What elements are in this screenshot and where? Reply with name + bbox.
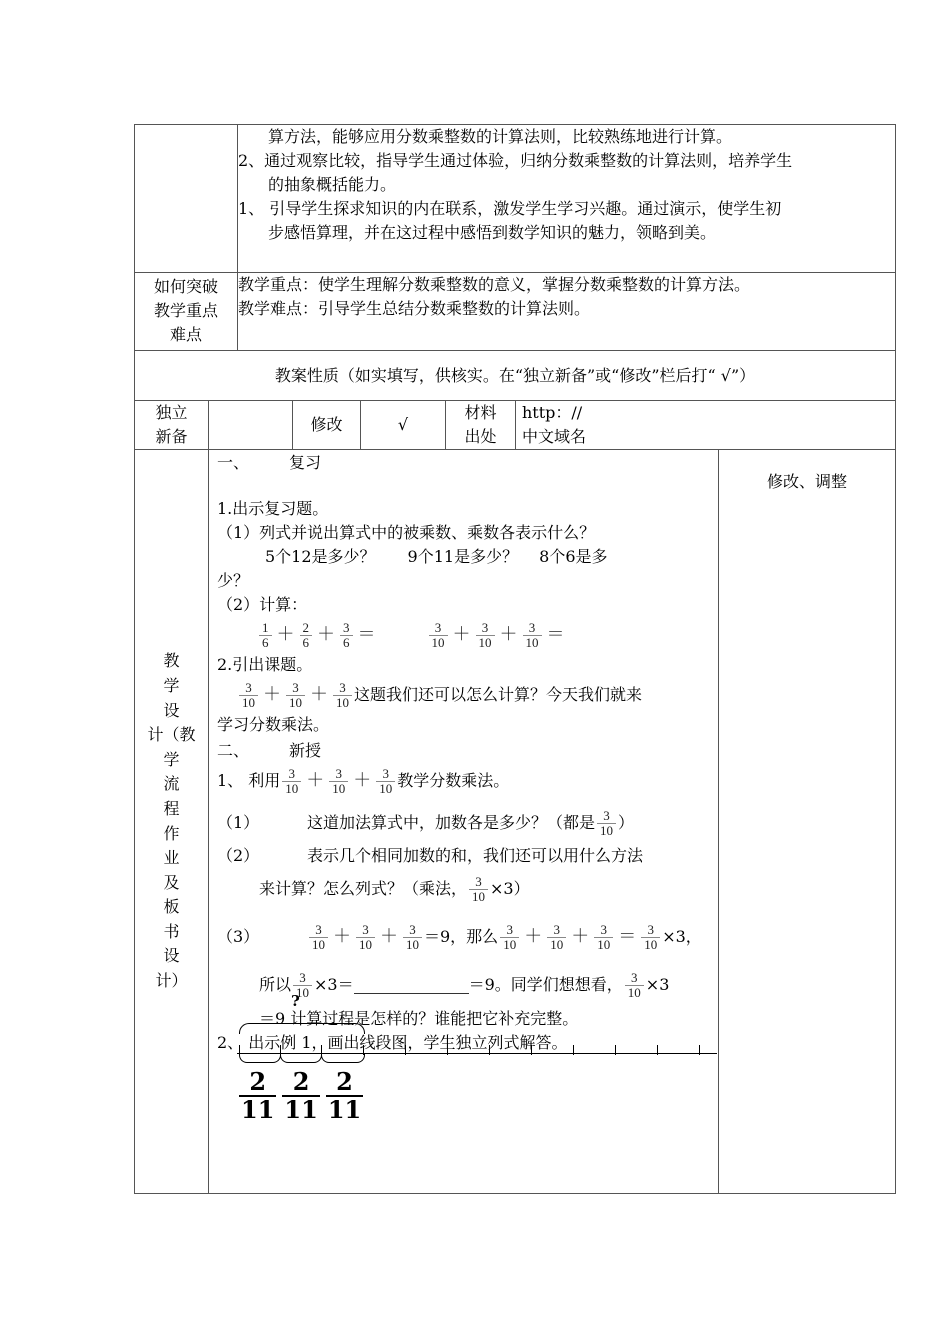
adjust-label: 修改、调整 [766, 472, 847, 491]
math-operator: ＋ [524, 926, 543, 947]
fraction: $\frac{3}{10}$ [476, 621, 495, 650]
brace-top-icon [239, 1023, 365, 1034]
fraction: $\frac{3}{10}$ [356, 923, 375, 952]
n1-row [217, 805, 712, 841]
math-operator: ＋ [276, 624, 295, 645]
design-content [209, 450, 719, 1194]
new-1-prefix: 1、 利用 [217, 771, 281, 790]
side-label-char: 板 [163, 897, 180, 917]
n3-text: ×3 [645, 975, 670, 994]
n2-row [217, 841, 712, 871]
tick-mark [699, 1045, 700, 1055]
key-points-label [135, 273, 238, 351]
design-side-label [135, 450, 209, 1194]
objective-text: 的抽象概括能力。 [268, 175, 397, 194]
label-text: 新备 [155, 427, 188, 446]
intro-tail: 学习分数乘法。 [217, 715, 330, 734]
step-1: 1.出示复习题。 [217, 499, 329, 518]
n2-text: 表示几个相同加数的和，我们还可以用什么方法 [307, 846, 644, 865]
heading-text: 复习 [289, 453, 322, 472]
segment-fraction: $\frac{2}{11}$ [241, 1067, 275, 1124]
n3-line2 [217, 967, 712, 1010]
fraction: $\frac{3}{10}$ [403, 923, 422, 952]
fraction: $\frac{3}{10}$ [329, 767, 348, 796]
math-operator: ＋ [380, 926, 398, 947]
tick-mark [321, 1045, 322, 1055]
fraction: $\frac{3}{10}$ [282, 767, 301, 796]
intro-text: 这题我们还可以怎么计算？今天我们就来 [354, 685, 643, 704]
side-label-char: 业 [163, 848, 180, 868]
tick-mark [239, 1045, 240, 1055]
tick-mark [531, 1045, 532, 1055]
source-label [446, 401, 516, 450]
segment-fraction: $\frac{2}{11}$ [284, 1067, 318, 1124]
tick-mark [615, 1045, 616, 1055]
tick-mark [489, 1045, 490, 1055]
n2-label: （2） [217, 846, 260, 865]
objective-text: 2、通过观察比较，指导学生通过体验，归纳分数乘整数的计算法则，培养学生 [238, 151, 793, 170]
fraction: $\frac{3}{10}$ [547, 923, 566, 952]
side-label-char: 计（教 [147, 725, 196, 745]
fraction: $\frac{3}{10}$ [469, 875, 488, 904]
teaching-focus: 教学重点：使学生理解分数乘整数的意义，掌握分数乘整数的计算方法。 [238, 275, 751, 294]
adjust-column [719, 450, 896, 1194]
side-label-char: 设 [163, 700, 180, 720]
fraction: $\frac{3}{10}$ [500, 923, 519, 952]
fraction: $\frac{3}{10}$ [429, 621, 448, 650]
n1-close: ） [618, 813, 635, 832]
review-heading [217, 451, 712, 475]
fraction: $\frac{3}{10}$ [286, 681, 305, 710]
n1-text: 这道加法算式中，加数各是多少？（都是 [307, 813, 596, 832]
fraction: $\frac{3}{6}$ [340, 621, 353, 650]
objectives-cell [238, 125, 896, 273]
step-2: 2.引出课题。 [217, 655, 313, 674]
n3-line3: ＝9 计算过程是怎样的？谁能把它补充完整。 [259, 1009, 579, 1028]
label-text: 如何突破 [153, 277, 218, 296]
fraction: $\frac{3}{10}$ [523, 621, 542, 650]
objective-text: 算方法，能够应用分数乘整数的计算法则，比较熟练地进行计算。 [268, 127, 733, 146]
answer-blank[interactable] [354, 977, 469, 994]
fraction: $\frac{1}{6}$ [259, 621, 272, 650]
independent-label [135, 401, 209, 450]
label-text: 独立 [155, 403, 188, 422]
math-operator: ＋ [499, 624, 518, 645]
label-text: 材料 [464, 403, 497, 422]
math-operator: ＋ [317, 624, 335, 645]
fraction: $\frac{2}{6}$ [300, 621, 313, 650]
brace-bottom-icon [239, 1054, 281, 1063]
n1-fraction [595, 809, 618, 838]
tick-mark [447, 1045, 448, 1055]
tick-mark [573, 1045, 574, 1055]
objective-text: 1、 引导学生探求知识的内在联系，激发学生学习兴趣。通过演示，使学生初 [238, 199, 782, 218]
calc-expression-a [257, 621, 379, 650]
math-operator: ＋ [306, 770, 325, 791]
n2-fraction [467, 875, 490, 904]
math-operator: ＝ [618, 926, 637, 947]
heading-text: 新授 [289, 741, 322, 760]
example-row [217, 1031, 712, 1055]
brace-bottom-icon [321, 1054, 365, 1063]
design-side-label-text [135, 649, 208, 993]
math-operator: ＋ [571, 926, 590, 947]
heading-number: 二、 [217, 741, 250, 760]
n3-so: 所以 [259, 975, 292, 994]
tick-mark [657, 1045, 658, 1055]
side-label-char: 作 [163, 823, 180, 843]
n3-expression-1 [307, 923, 424, 952]
calc-row [217, 617, 712, 653]
intro-expression [237, 681, 354, 710]
design-row [135, 450, 896, 1194]
side-label-char: 设 [163, 946, 180, 966]
n3-text: ＝9。同学们想想看， [468, 975, 623, 994]
fraction: $\frac{3}{10}$ [239, 681, 258, 710]
tick-mark [405, 1045, 406, 1055]
fraction: $\frac{3}{10}$ [594, 923, 613, 952]
side-label-char: 学 [163, 749, 180, 769]
fraction: $\frac{3}{10}$ [376, 767, 395, 796]
n3-text: ×3＝ [314, 975, 354, 994]
side-label-char: 教 [163, 651, 180, 671]
segment-fraction: $\frac{2}{11}$ [327, 1067, 362, 1124]
new-1-suffix: 教学分数乘法。 [397, 771, 510, 790]
math-operator: ＋ [333, 926, 351, 947]
plan-nature-text: 教案性质（如实填写，供核实。在“独立新备”或“修改”栏后打“ √”） [135, 351, 896, 401]
math-operator: ＋ [263, 684, 281, 705]
n3-label: （3） [217, 927, 260, 946]
tick-mark [363, 1045, 364, 1055]
example-text: 2、 出示例 1，画出线段图，学生独立列式解答。 [217, 1033, 568, 1052]
n2-line2 [217, 871, 712, 907]
math-operator: ＋ [452, 624, 471, 645]
n3-row [217, 919, 712, 955]
side-label-char: 学 [163, 675, 180, 695]
new-1-row [217, 763, 712, 799]
n2-close: ×3） [490, 879, 530, 898]
key-points-row [135, 273, 896, 351]
question-2: （2）计算： [217, 595, 308, 614]
plan-nature-row [135, 351, 896, 401]
fraction: $\frac{3}{10}$ [333, 681, 352, 710]
objective-text: 步感悟算理，并在这过程中感悟到数学知识的魅力，领略到美。 [268, 223, 717, 242]
n3-text: ×3， [662, 927, 702, 946]
math-operator: ＋ [310, 684, 328, 705]
new-1-expression [280, 767, 397, 796]
tick-mark [280, 1045, 281, 1055]
n1-label: （1） [217, 813, 260, 832]
n3-fraction [623, 971, 646, 1000]
n3-text: ＝9，那么 [424, 927, 499, 946]
modify-label: 修改 [293, 401, 361, 450]
label-text: 出处 [464, 427, 497, 446]
label-text: 难点 [169, 325, 202, 344]
new-heading [217, 739, 712, 763]
n3-expression-2 [498, 923, 662, 952]
teaching-difficulty: 教学难点：引导学生总结分数乘整数的计算法则。 [238, 299, 591, 318]
calc-expression-b [427, 621, 568, 650]
intro-row [217, 677, 712, 713]
side-label-char: 流 [163, 774, 180, 794]
math-operator: ＋ [353, 770, 372, 791]
brace-bottom-icon [280, 1054, 322, 1063]
n2-line2-text: 来计算？怎么列式？（乘法， [259, 879, 468, 898]
fraction: $\frac{3}{10}$ [641, 923, 660, 952]
math-operator: ＝ [546, 624, 565, 645]
side-label-char: 计） [155, 971, 188, 991]
modify-check-cell[interactable]: √ [361, 401, 446, 450]
lesson-plan-table [134, 124, 896, 1194]
side-label-char: 及 [163, 872, 180, 892]
objectives-row [135, 125, 896, 273]
segment-fractions [217, 1069, 712, 1123]
source-url: http：// [522, 403, 583, 422]
objectives-label-cell [135, 125, 238, 273]
fraction: $\frac{3}{10}$ [293, 971, 312, 1000]
question-1: （1）列式并说出算式中的被乘数、乘数各表示什么？ [217, 523, 596, 542]
fraction: $\frac{3}{10}$ [625, 971, 644, 1000]
source-value [516, 401, 896, 450]
independent-check-cell[interactable] [209, 401, 293, 450]
heading-number: 一、 [217, 453, 250, 472]
fraction: $\frac{3}{10}$ [597, 809, 616, 838]
key-points-cell [238, 273, 896, 351]
math-operator: ＝ [357, 624, 376, 645]
status-row [135, 401, 896, 450]
fraction: $\frac{3}{10}$ [309, 923, 328, 952]
question-1-items: 5个12是多少？ 9个11是多少？ 8个6是多 [265, 547, 608, 566]
source-domain: 中文域名 [522, 427, 587, 446]
side-label-char: 程 [163, 798, 180, 818]
question-mark: ? [291, 992, 300, 1010]
question-1-tail: 少？ [217, 571, 250, 590]
label-text: 教学重点 [153, 301, 218, 320]
side-label-char: 书 [163, 921, 180, 941]
